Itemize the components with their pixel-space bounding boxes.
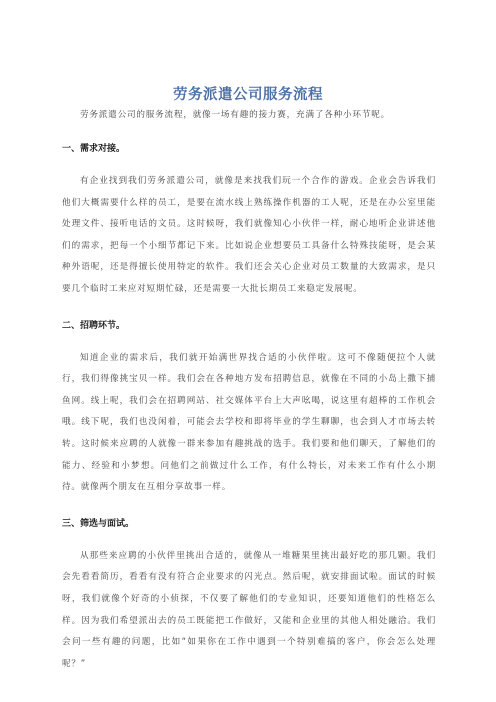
intro-paragraph: 劳务派遣公司的服务流程，就像一场有趣的接力赛，充满了各种小环节呢。 [80,110,390,120]
section-recruiting [62,319,436,499]
section-heading: 二、招聘环节。 [62,320,126,331]
section-demand [62,142,436,301]
section-heading: 三、筛选与面试。 [62,518,135,529]
section-paragraph: 知道企业的需求后，我们就开始满世界找合适的小伙伴啦。这可不像随便拉个人就行，我们得像挑宝贝一样。我们会在各种地方发布招聘信息，就像在不同的小岛上撒下捕鱼网。线上呢，我们会在招聘网站、社交媒体平台上大声吆喝，说这里有超棒的工作机会哦。线下呢，我们也没闲着，可能会去学校和即将毕业的学生聊聊，也会到人才市场去转转。这时候来应聘的人就像一群来参加有趣挑战的选手。我们要和他们聊天，了解他们的能力、经验和小梦想。问他们之前做过什么工作，有什么特长，对未来工作有什么小期待。就像两个朋友在互相分享故事一样。 [62,352,436,493]
section-heading: 一、需求对接。 [62,144,126,154]
section-paragraph: 有企业找到我们劳务派遣公司，就像是来找我们玩一个合作的游戏。企业会告诉我们他们大概需要什么样的员工，是要在流水线上熟练操作机器的工人呢，还是在办公室里能处理文件、接听电话的文员。这时候呀，我们就像知心小伙伴一样，耐心地听企业讲述他们的需求，把每一个小细节都记下来。比如说企业想要员工具备什么特殊技能呀，是会某种外语呢，还是得擅长使用特定的软件。我们还会关心企业对员工数量的大致需求，是只要几个临时工来应对短期忙碌，还是需要一大批长期员工来稳定发展呢。 [62,176,436,294]
section-paragraph: 从那些来应聘的小伙伴里挑出合适的，就像从一堆糖果里挑出最好吃的那几颗。我们会先看看简历，看看有没有符合企业要求的闪光点。然后呢，就安排面试啦。面试的时候呀，我们就像个好奇的小侦探，不仅要了解他们的专业知识，还要知道他们的性格怎么样。因为我们希望派出去的员工既能把工作做好，又能和企业里的其他人相处融洽。我们会问一些有趣的问题，比如“如果你在工作中遇到一个特别难搞的客户，你会怎么处理呢？” [62,550,436,669]
document-title: 劳务派遣公司服务流程 [173,87,323,103]
section-screening [62,517,436,676]
document-body [62,106,436,675]
